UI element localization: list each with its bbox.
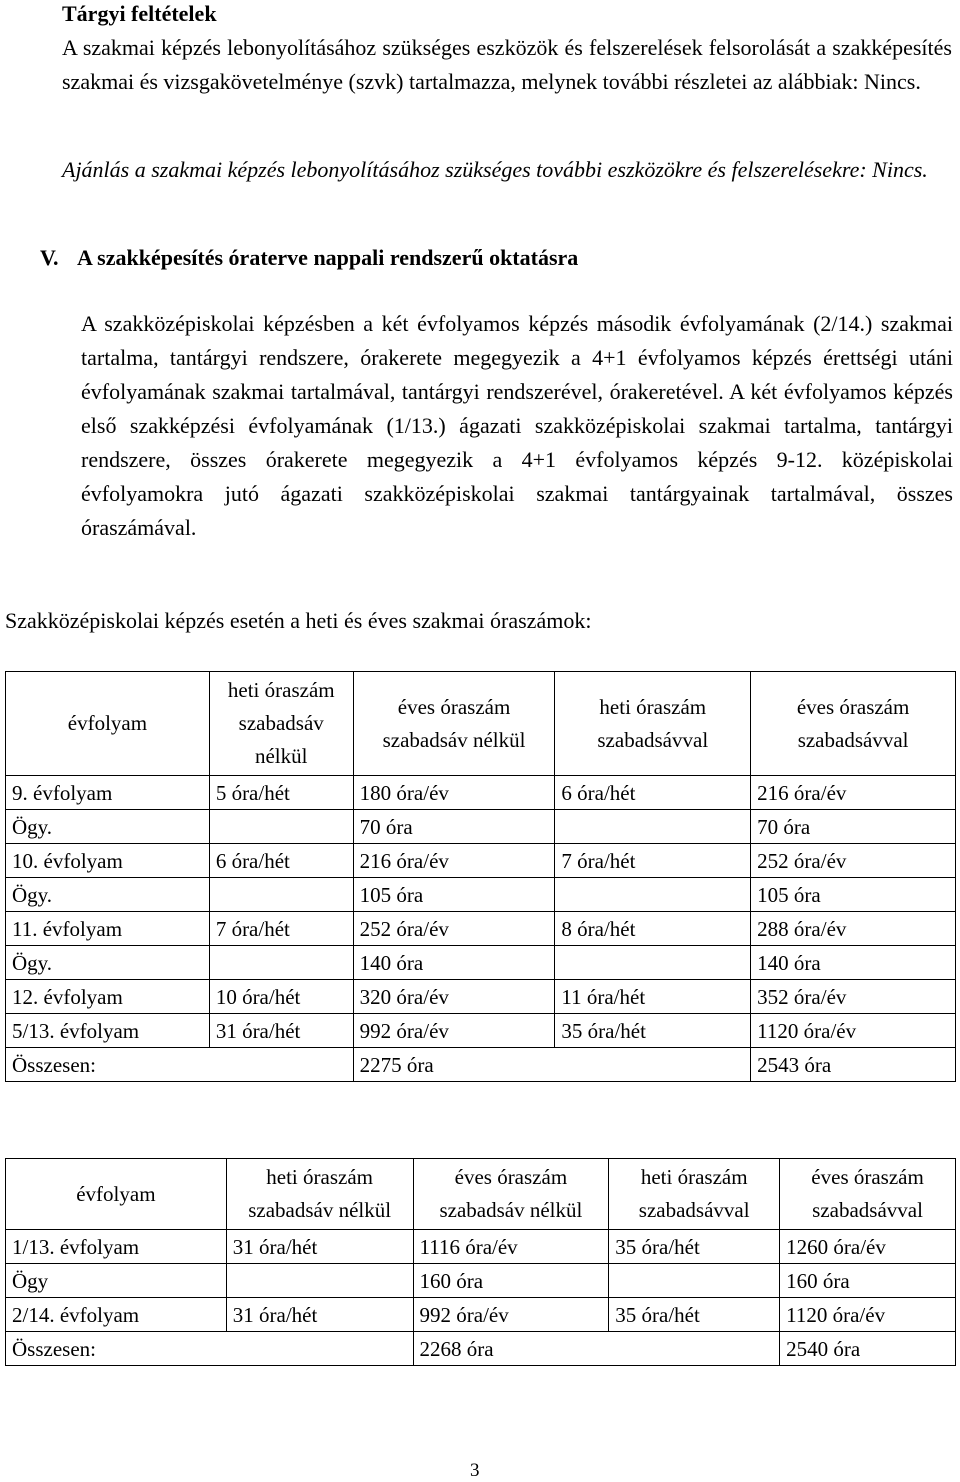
table-cell: 9. évfolyam (6, 776, 210, 810)
table-cell (555, 946, 751, 980)
table-cell: 992 óra/év (353, 1014, 555, 1048)
table-row (6, 844, 956, 878)
header-cell: heti óraszám szabadsáv nélkül (209, 672, 353, 776)
table-cell: 352 óra/év (751, 980, 956, 1014)
section-number: V. (40, 245, 59, 270)
table-cell: 105 óra (353, 878, 555, 912)
table-cell: 70 óra (353, 810, 555, 844)
table-row (6, 810, 956, 844)
paragraph-eszkozok: A szakmai képzés lebonyolításához szükséges eszközök és felszerelések felsorolását a szakképesítés szakmai és vizsgakövetelménye (szvk) tartalmazza, melynek további részletei az alábbiak: Nincs. (62, 35, 952, 94)
table-cell: Ögy (6, 1264, 227, 1298)
header-cell: évfolyam (6, 672, 210, 776)
table-cell: 1/13. évfolyam (6, 1230, 227, 1264)
header-cell: évfolyam (6, 1159, 227, 1230)
table-cell: 1260 óra/év (780, 1230, 956, 1264)
table-cell (209, 810, 353, 844)
table-cell: 160 óra (780, 1264, 956, 1298)
table-cell: 8 óra/hét (555, 912, 751, 946)
heading-targyi-feltetelek: Tárgyi feltételek (62, 1, 217, 26)
header-cell: éves óraszám szabadsávval (780, 1159, 956, 1230)
table-total-row (6, 1332, 956, 1366)
table-total-row (6, 1048, 956, 1082)
table-cell (609, 1264, 780, 1298)
header-cell: éves óraszám szabadsáv nélkül (413, 1159, 609, 1230)
table-row (6, 946, 956, 980)
total-yearly-without: 2275 óra (353, 1048, 751, 1082)
table-cell: 216 óra/év (751, 776, 956, 810)
table-header-row (6, 672, 956, 776)
header-cell: heti óraszám szabadsávval (555, 672, 751, 776)
table-cell (555, 810, 751, 844)
header-cell: heti óraszám szabadsáv nélkül (226, 1159, 413, 1230)
table-row (6, 776, 956, 810)
paragraph-oraszamok-intro: Szakközépiskolai képzés esetén a heti és éves szakmai óraszámok: (5, 608, 592, 633)
total-label: Összesen: (6, 1332, 414, 1366)
table-cell: 10. évfolyam (6, 844, 210, 878)
table-cell: 5 óra/hét (209, 776, 353, 810)
total-label: Összesen: (6, 1048, 354, 1082)
table-cell: 2/14. évfolyam (6, 1298, 227, 1332)
header-cell: heti óraszám szabadsávval (609, 1159, 780, 1230)
table-cell: 216 óra/év (353, 844, 555, 878)
table-header-row (6, 1159, 956, 1230)
table-cell: 140 óra (353, 946, 555, 980)
header-cell: éves óraszám szabadsáv nélkül (353, 672, 555, 776)
table-cell (226, 1264, 413, 1298)
table-cell: 1120 óra/év (751, 1014, 956, 1048)
table-cell: Ögy. (6, 878, 210, 912)
table-cell (555, 878, 751, 912)
table-cell: 35 óra/hét (555, 1014, 751, 1048)
table-cell: 31 óra/hét (209, 1014, 353, 1048)
table-cell: 288 óra/év (751, 912, 956, 946)
table-cell: 320 óra/év (353, 980, 555, 1014)
table-cell: 6 óra/hét (209, 844, 353, 878)
table-cell: 1116 óra/év (413, 1230, 609, 1264)
table-cell: Ögy. (6, 946, 210, 980)
table-cell: 11 óra/hét (555, 980, 751, 1014)
total-yearly-with: 2540 óra (780, 1332, 956, 1366)
hours-table-2 (5, 1158, 956, 1366)
table-row (6, 1264, 956, 1298)
table-cell (209, 946, 353, 980)
table-cell: 140 óra (751, 946, 956, 980)
table-cell: 70 óra (751, 810, 956, 844)
table-cell (209, 878, 353, 912)
table-cell: 1120 óra/év (780, 1298, 956, 1332)
table-cell: 11. évfolyam (6, 912, 210, 946)
table-cell: 6 óra/hét (555, 776, 751, 810)
table-cell: 5/13. évfolyam (6, 1014, 210, 1048)
table-cell: 31 óra/hét (226, 1298, 413, 1332)
table-cell: 105 óra (751, 878, 956, 912)
header-cell: éves óraszám szabadsávval (751, 672, 956, 776)
table-row (6, 980, 956, 1014)
table-cell: 10 óra/hét (209, 980, 353, 1014)
table-row (6, 878, 956, 912)
section-title: A szakképesítés óraterve nappali rendszerű oktatásra (77, 245, 579, 270)
paragraph-ajanlas: Ajánlás a szakmai képzés lebonyolításához szükséges további eszközökre és felszerelésekre: Nincs. (62, 157, 928, 182)
table-row (6, 1230, 956, 1264)
table-row (6, 1298, 956, 1332)
table-cell: 160 óra (413, 1264, 609, 1298)
table-cell: 31 óra/hét (226, 1230, 413, 1264)
paragraph-szakkozepiskolai: A szakközépiskolai képzésben a két évfolyamos képzés második évfolyamának (2/14.) szakmai tartalma, tantárgyi rendszere, órakerete megegyezik a 4+1 évfolyamos képzés érettségi utáni évfolyamának szakmai tartalmával, tantárgyi rendszerével, órakeretével. A két évfolyamos képzés első szakképzési évfolyamának (1/13.) ágazati szakközépiskolai szakmai tartalma, tantárgyi rendszere, összes órakerete megegyezik a 4+1 évfolyamos képzés 9-12. középiskolai évfolyamokra jutó ágazati szakközépiskolai szakmai tantárgyainak tartalmával, összes óraszámával. (81, 311, 953, 540)
table-cell: 35 óra/hét (609, 1230, 780, 1264)
table-cell: 992 óra/év (413, 1298, 609, 1332)
total-yearly-with: 2543 óra (751, 1048, 956, 1082)
page-number: 3 (470, 1460, 480, 1481)
table-row (6, 1014, 956, 1048)
table-cell: 12. évfolyam (6, 980, 210, 1014)
table-cell: 252 óra/év (751, 844, 956, 878)
table-cell: 35 óra/hét (609, 1298, 780, 1332)
table-cell: 252 óra/év (353, 912, 555, 946)
table-row (6, 912, 956, 946)
table-cell: 7 óra/hét (555, 844, 751, 878)
hours-table-1 (5, 671, 956, 1082)
total-yearly-without: 2268 óra (413, 1332, 780, 1366)
table-cell: 7 óra/hét (209, 912, 353, 946)
table-cell: Ögy. (6, 810, 210, 844)
table-cell: 180 óra/év (353, 776, 555, 810)
